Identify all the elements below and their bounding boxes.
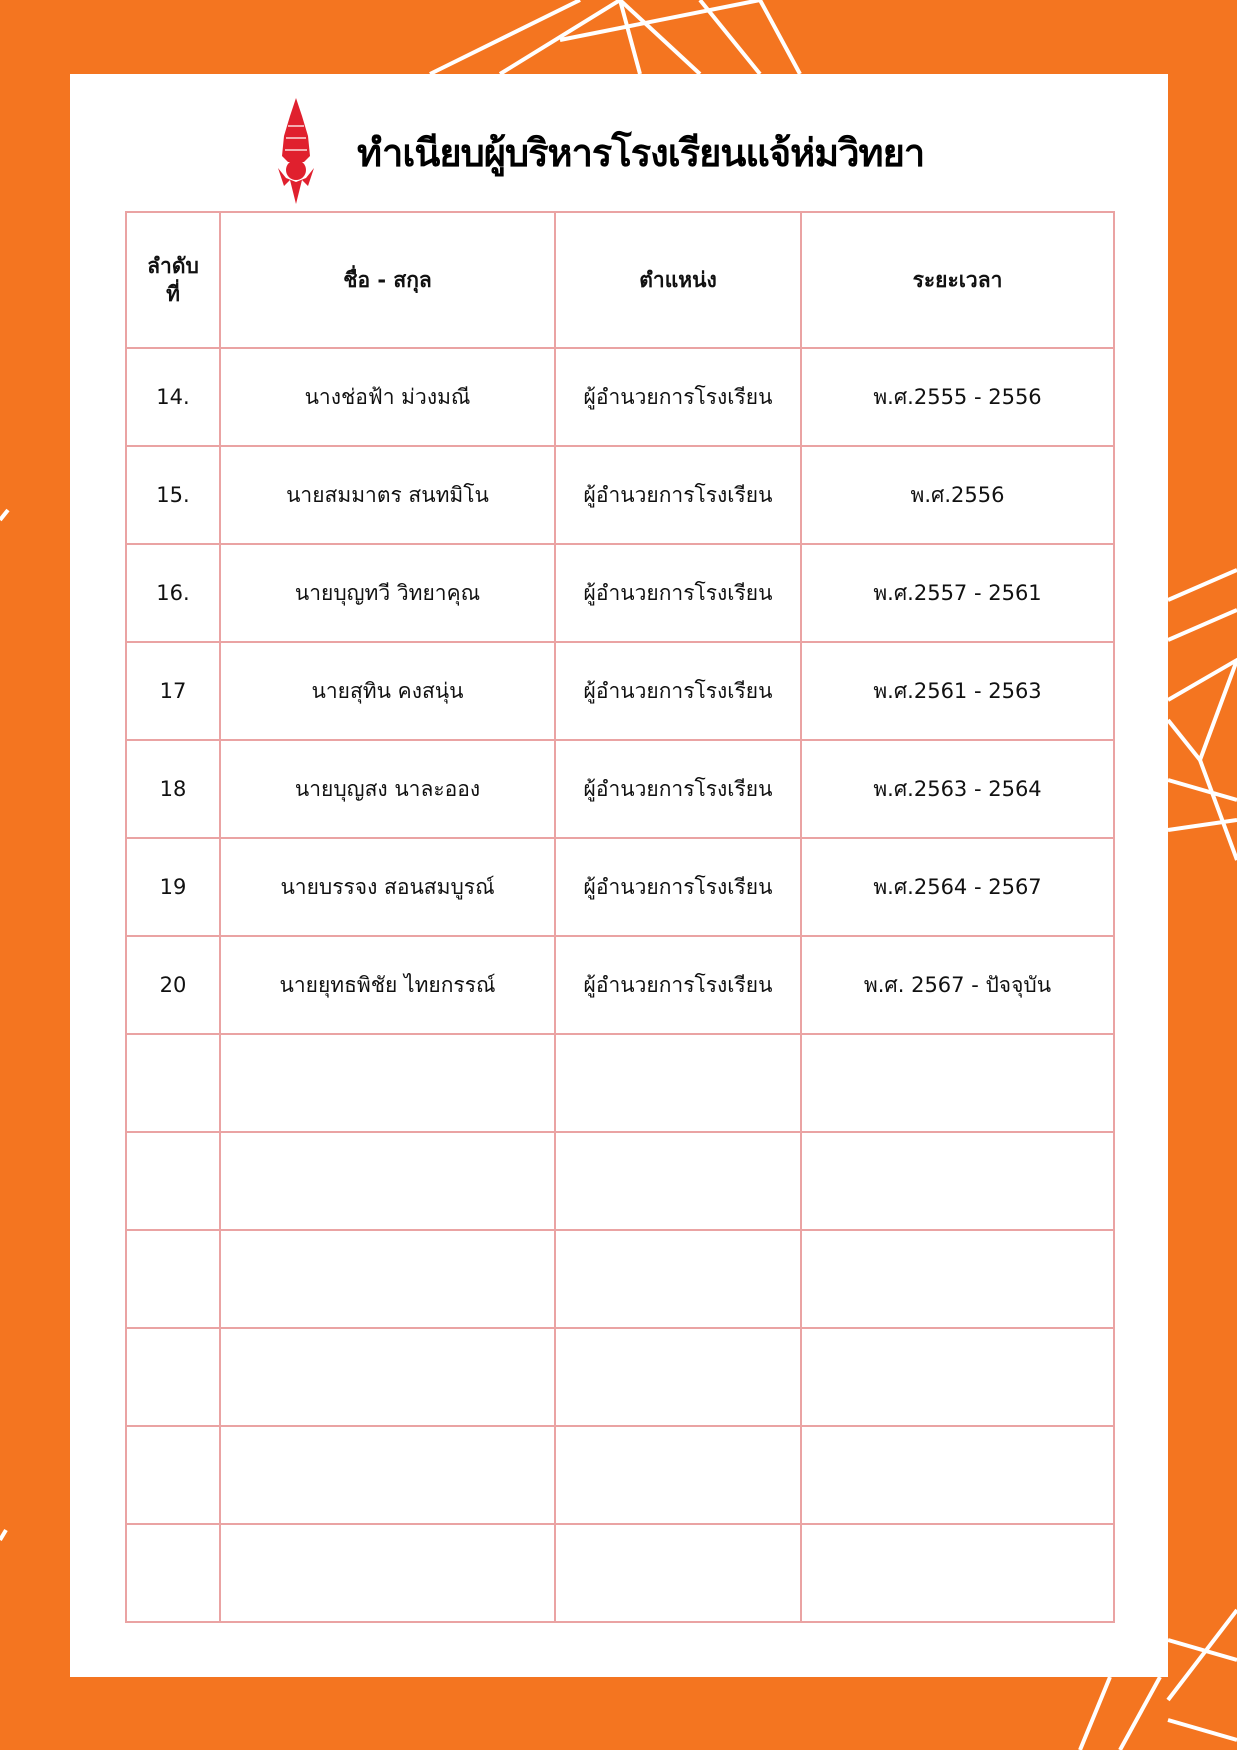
cell-name: นายสุทิน คงสนุ่น	[220, 642, 555, 740]
cell-period	[801, 1426, 1114, 1524]
cell-period	[801, 1230, 1114, 1328]
cell-number: 17	[126, 642, 220, 740]
page-title: ทำเนียบผู้บริหารโรงเรียนแจ้ห่มวิทยา	[357, 131, 925, 175]
cell-position	[555, 1524, 801, 1622]
cell-period: พ.ศ. 2567 - ปัจจุบัน	[801, 936, 1114, 1034]
cell-period: พ.ศ.2556	[801, 446, 1114, 544]
cell-number	[126, 1328, 220, 1426]
table-row	[126, 740, 1114, 838]
cell-position	[555, 1034, 801, 1132]
cell-position: ผู้อำนวยการโรงเรียน	[555, 348, 801, 446]
cell-number: 15.	[126, 446, 220, 544]
cell-period	[801, 1524, 1114, 1622]
table-row	[126, 544, 1114, 642]
table-row	[126, 1034, 1114, 1132]
cell-position: ผู้อำนวยการโรงเรียน	[555, 544, 801, 642]
cell-number: 19	[126, 838, 220, 936]
table-row	[126, 936, 1114, 1034]
cell-name: นายสมมาตร สนทมิโน	[220, 446, 555, 544]
cell-position: ผู้อำนวยการโรงเรียน	[555, 446, 801, 544]
header-position: ตำแหน่ง	[555, 212, 801, 348]
cell-period	[801, 1132, 1114, 1230]
cell-number: 20	[126, 936, 220, 1034]
cell-position	[555, 1328, 801, 1426]
cell-number	[126, 1426, 220, 1524]
school-logo	[276, 96, 316, 206]
cell-position: ผู้อำนวยการโรงเรียน	[555, 740, 801, 838]
cell-name	[220, 1034, 555, 1132]
header-number: ลำดับ ที่	[126, 212, 220, 348]
cell-period: พ.ศ.2555 - 2556	[801, 348, 1114, 446]
cell-period: พ.ศ.2557 - 2561	[801, 544, 1114, 642]
cell-period: พ.ศ.2561 - 2563	[801, 642, 1114, 740]
cell-number	[126, 1034, 220, 1132]
cell-position	[555, 1426, 801, 1524]
table-row	[126, 348, 1114, 446]
cell-position	[555, 1230, 801, 1328]
cell-period: พ.ศ.2564 - 2567	[801, 838, 1114, 936]
table-row	[126, 1524, 1114, 1622]
cell-name: นายบุญทวี วิทยาคุณ	[220, 544, 555, 642]
cell-number	[126, 1132, 220, 1230]
cell-period	[801, 1328, 1114, 1426]
cell-number: 18	[126, 740, 220, 838]
cell-number	[126, 1230, 220, 1328]
cell-period	[801, 1034, 1114, 1132]
cell-name: นายบรรจง สอนสมบูรณ์	[220, 838, 555, 936]
cell-name: นายบุญสง นาละออง	[220, 740, 555, 838]
cell-number: 16.	[126, 544, 220, 642]
cell-name: นางช่อฟ้า ม่วงมณี	[220, 348, 555, 446]
cell-name: นายยุทธพิชัย ไทยกรรณ์	[220, 936, 555, 1034]
cell-name	[220, 1132, 555, 1230]
header-name: ชื่อ - สกุล	[220, 212, 555, 348]
cell-number	[126, 1524, 220, 1622]
cell-name	[220, 1328, 555, 1426]
table-row	[126, 1132, 1114, 1230]
cell-name	[220, 1524, 555, 1622]
table-row	[126, 642, 1114, 740]
cell-position: ผู้อำนวยการโรงเรียน	[555, 838, 801, 936]
cell-period: พ.ศ.2563 - 2564	[801, 740, 1114, 838]
cell-position: ผู้อำนวยการโรงเรียน	[555, 642, 801, 740]
table-row	[126, 1426, 1114, 1524]
administrators-table	[125, 211, 1115, 1623]
cell-number: 14.	[126, 348, 220, 446]
table-row	[126, 1328, 1114, 1426]
cell-position: ผู้อำนวยการโรงเรียน	[555, 936, 801, 1034]
cell-name	[220, 1426, 555, 1524]
table-row	[126, 1230, 1114, 1328]
table-header-row	[126, 212, 1114, 348]
table-row	[126, 838, 1114, 936]
header-period: ระยะเวลา	[801, 212, 1114, 348]
cell-position	[555, 1132, 801, 1230]
cell-name	[220, 1230, 555, 1328]
table-row	[126, 446, 1114, 544]
